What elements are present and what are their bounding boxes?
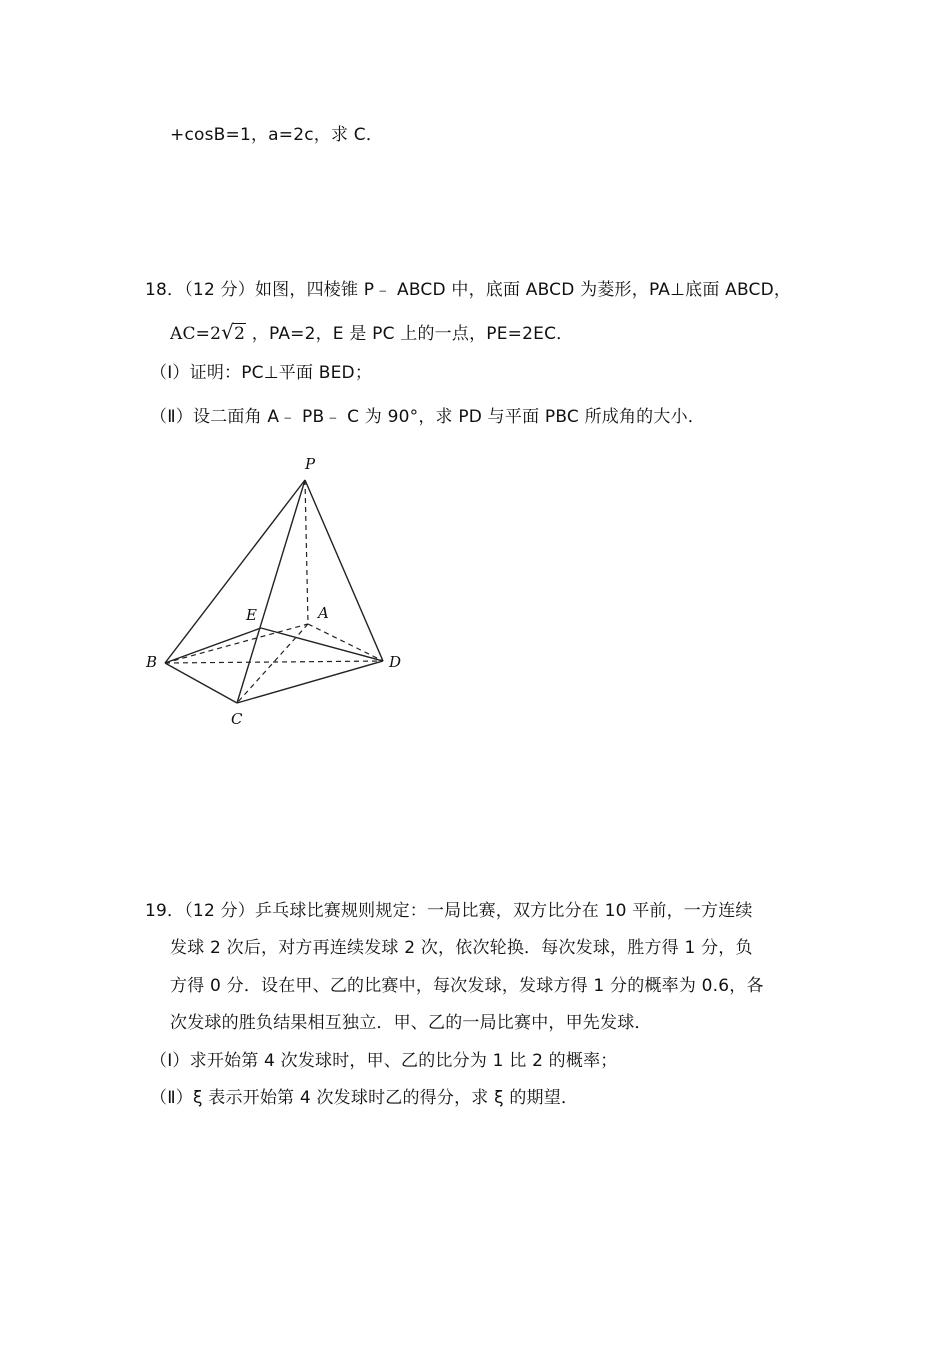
q18-line1: 18．（12 分）如图，四棱锥 P﹣ ABCD 中，底面 ABCD 为菱形，PA⊥底面 ABCD， bbox=[145, 280, 792, 300]
q18-part2: （Ⅱ）设二面角 A﹣ PB﹣ C 为 90°，求 PD 与平面 PBC 所成角的大小． bbox=[150, 407, 705, 427]
edge-BD bbox=[165, 661, 383, 663]
q19-line1: 19．（12 分）乒乓球比赛规则规定：一局比赛，双方比分在 10 平前，一方连续 bbox=[145, 901, 753, 921]
q18-line2-rest: ，PA=2，E 是 PC 上的一点，PE=2EC． bbox=[251, 324, 574, 344]
q19-line2: 发球 2 次后，对方再连续发球 2 次，依次轮换．每次发球，胜方得 1 分，负 bbox=[170, 938, 753, 958]
sqrt-symbol: √2 bbox=[221, 320, 246, 344]
q19-part2: （Ⅱ）ξ 表示开始第 4 次发球时乙的得分，求 ξ 的期望． bbox=[150, 1088, 579, 1108]
edge-PD bbox=[305, 480, 383, 661]
ac-radicand: 2 bbox=[234, 324, 246, 344]
ac-expression bbox=[170, 320, 252, 344]
q19-part1: （Ⅰ）求开始第 4 次发球时，甲、乙的比分为 1 比 2 的概率； bbox=[150, 1051, 618, 1071]
pyramid-figure bbox=[140, 448, 420, 738]
label-P: P bbox=[305, 455, 316, 473]
edge-AD bbox=[308, 624, 383, 661]
edge-BC bbox=[165, 663, 237, 703]
q18-part1: （Ⅰ）证明：PC⊥平面 BED； bbox=[150, 363, 373, 383]
edge-ED bbox=[261, 628, 383, 661]
label-E: E bbox=[246, 606, 257, 624]
ac-prefix: AC=2 bbox=[170, 324, 222, 344]
edge-CD bbox=[237, 661, 383, 703]
label-A: A bbox=[318, 604, 329, 622]
q17-tail: +cosB=1，a=2c，求 C． bbox=[170, 125, 384, 145]
edge-PB bbox=[165, 480, 305, 663]
label-D: D bbox=[389, 653, 402, 671]
label-C: C bbox=[231, 710, 243, 728]
q19-line4: 次发球的胜负结果相互独立．甲、乙的一局比赛中，甲先发球． bbox=[170, 1013, 652, 1033]
edge-BE bbox=[165, 628, 261, 663]
q19-line3: 方得 0 分．设在甲、乙的比赛中，每次发球，发球方得 1 分的概率为 0.6，各 bbox=[170, 976, 764, 996]
edge-PC bbox=[237, 480, 305, 703]
edge-PA bbox=[305, 480, 308, 624]
edge-AC bbox=[237, 624, 308, 703]
q18-line2 bbox=[170, 321, 573, 345]
edge-BA bbox=[165, 624, 308, 663]
label-B: B bbox=[146, 653, 158, 671]
